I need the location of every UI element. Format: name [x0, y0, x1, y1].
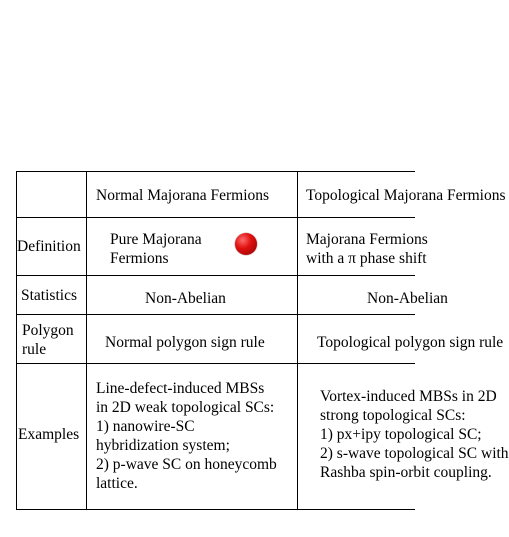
- examples-normal-line5: 2) p-wave SC on honeycomb: [96, 456, 277, 473]
- table-divider-col1: [86, 171, 87, 510]
- table-divider-header: [16, 217, 415, 218]
- definition-topological-line1: Majorana Fermions: [306, 231, 428, 248]
- table-divider-definition: [16, 275, 415, 276]
- examples-normal-line6: lattice.: [96, 475, 138, 492]
- examples-topological-line2: strong topological SCs:: [320, 407, 466, 424]
- row-label-statistics: Statistics: [21, 287, 77, 304]
- table-divider-col2: [297, 171, 298, 510]
- table-border-left: [16, 171, 17, 510]
- row-label-examples: Examples: [18, 426, 80, 443]
- examples-topological-line1: Vortex-induced MBSs in 2D: [320, 388, 497, 405]
- table-border-bottom: [16, 509, 415, 510]
- table-border-top: [16, 171, 415, 172]
- examples-normal-line2: in 2D weak topological SCs:: [96, 399, 275, 416]
- statistics-normal: Non-Abelian: [145, 290, 226, 307]
- row-label-polygon-line1: Polygon: [22, 322, 74, 339]
- statistics-topological: Non-Abelian: [367, 290, 448, 307]
- examples-normal-line3: 1) nanowire-SC: [96, 418, 195, 435]
- polygon-rule-normal: Normal polygon sign rule: [105, 334, 265, 351]
- examples-normal-line4: hybridization system;: [96, 437, 230, 454]
- red-sphere-icon: [235, 233, 257, 255]
- table-divider-polygon: [16, 363, 415, 364]
- definition-normal-line1: Pure Majorana: [110, 231, 202, 248]
- polygon-rule-topological: Topological polygon sign rule: [317, 334, 504, 351]
- definition-normal-line2: Fermions: [110, 250, 169, 267]
- examples-normal-line1: Line-defect-induced MBSs: [96, 380, 265, 397]
- row-label-definition: Definition: [17, 238, 81, 255]
- examples-topological-line4: 2) s-wave topological SC with: [320, 445, 509, 462]
- row-label-polygon-line2: rule: [22, 341, 47, 358]
- header-topological-majorana: Topological Majorana Fermions: [306, 187, 506, 204]
- definition-topological-line2: with a π phase shift: [306, 250, 427, 267]
- examples-topological-line3: 1) px+ipy topological SC;: [320, 426, 482, 443]
- header-normal-majorana: Normal Majorana Fermions: [96, 187, 270, 204]
- table-divider-statistics: [16, 314, 415, 315]
- examples-topological-line5: Rashba spin-orbit coupling.: [320, 464, 492, 481]
